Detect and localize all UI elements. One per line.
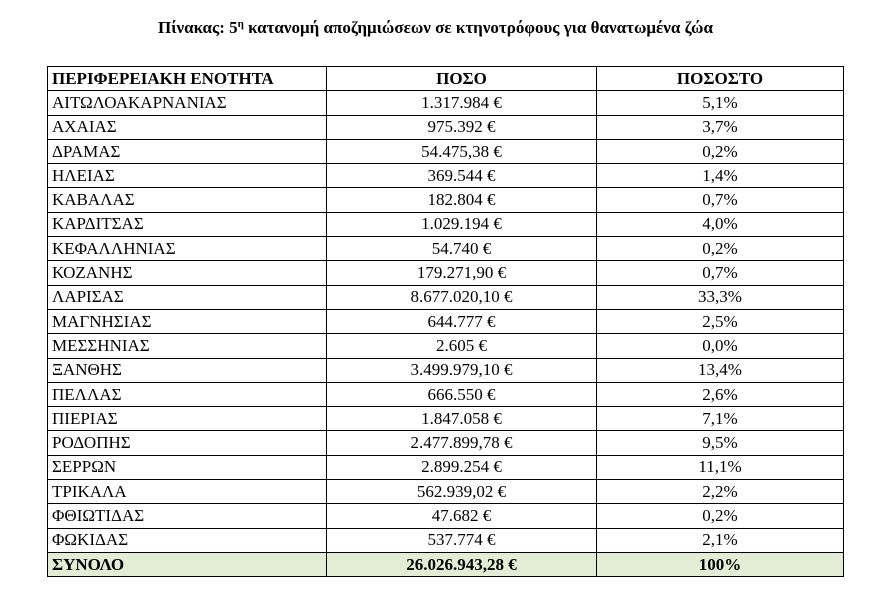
cell-percent: 1,4%	[597, 164, 844, 188]
cell-percent: 7,1%	[597, 407, 844, 431]
cell-region: ΚΑΒΑΛΑΣ	[48, 188, 327, 212]
table-row	[48, 334, 844, 358]
table-row	[48, 455, 844, 479]
cell-region: ΦΩΚΙΔΑΣ	[48, 528, 327, 552]
cell-amount: 666.550 €	[327, 382, 597, 406]
total-amount: 26.026.943,28 €	[327, 552, 597, 576]
cell-amount: 2.899.254 €	[327, 455, 597, 479]
table-row	[48, 480, 844, 504]
cell-region: ΛΑΡΙΣΑΣ	[48, 285, 327, 309]
table-row	[48, 139, 844, 163]
cell-amount: 537.774 €	[327, 528, 597, 552]
cell-percent: 0,7%	[597, 188, 844, 212]
cell-region: ΜΕΣΣΗΝΙΑΣ	[48, 334, 327, 358]
table-row	[48, 115, 844, 139]
table-row	[48, 164, 844, 188]
table-row	[48, 431, 844, 455]
caption-suffix: κατανομή αποζημιώσεων σε κτηνοτρόφους για θανατωμένα ζώα	[243, 18, 713, 37]
cell-region: ΑΧΑΙΑΣ	[48, 115, 327, 139]
cell-region: ΦΘΙΩΤΙΔΑΣ	[48, 504, 327, 528]
table-row	[48, 407, 844, 431]
cell-region: ΚΑΡΔΙΤΣΑΣ	[48, 212, 327, 236]
table-row	[48, 261, 844, 285]
cell-region: ΚΕΦΑΛΛΗΝΙΑΣ	[48, 237, 327, 261]
cell-region: ΤΡΙΚΑΛΑ	[48, 480, 327, 504]
cell-region: ΚΟΖΑΝΗΣ	[48, 261, 327, 285]
table-row	[48, 504, 844, 528]
cell-percent: 9,5%	[597, 431, 844, 455]
cell-region: ΡΟΔΟΠΗΣ	[48, 431, 327, 455]
caption-prefix: Πίνακας: 5	[158, 18, 238, 37]
cell-amount: 54.475,38 €	[327, 139, 597, 163]
compensation-table	[47, 66, 844, 577]
cell-amount: 975.392 €	[327, 115, 597, 139]
cell-amount: 54.740 €	[327, 237, 597, 261]
cell-amount: 2.605 €	[327, 334, 597, 358]
cell-percent: 2,6%	[597, 382, 844, 406]
header-region: ΠΕΡΙΦΕΡΕΙΑΚΗ ΕΝΟΤΗΤΑ	[48, 67, 327, 91]
cell-amount: 1.847.058 €	[327, 407, 597, 431]
cell-region: ΣΕΡΡΩΝ	[48, 455, 327, 479]
cell-region: ΔΡΑΜΑΣ	[48, 139, 327, 163]
table-body	[48, 91, 844, 577]
cell-amount: 47.682 €	[327, 504, 597, 528]
cell-percent: 2,1%	[597, 528, 844, 552]
header-percent: ΠΟΣΟΣΤΟ	[597, 67, 844, 91]
cell-region: ΠΕΛΛΑΣ	[48, 382, 327, 406]
table-row	[48, 91, 844, 115]
cell-percent: 13,4%	[597, 358, 844, 382]
cell-percent: 11,1%	[597, 455, 844, 479]
total-percent: 100%	[597, 552, 844, 576]
cell-region: ΞΑΝΘΗΣ	[48, 358, 327, 382]
cell-percent: 0,2%	[597, 504, 844, 528]
table-row	[48, 212, 844, 236]
table-row	[48, 528, 844, 552]
table-row	[48, 358, 844, 382]
cell-region: ΗΛΕΙΑΣ	[48, 164, 327, 188]
cell-amount: 179.271,90 €	[327, 261, 597, 285]
table-row	[48, 382, 844, 406]
table-caption	[0, 17, 871, 39]
cell-amount: 562.939,02 €	[327, 480, 597, 504]
cell-percent: 0,2%	[597, 237, 844, 261]
cell-percent: 0,0%	[597, 334, 844, 358]
header-row	[48, 67, 844, 91]
cell-percent: 0,2%	[597, 139, 844, 163]
total-row	[48, 552, 844, 576]
cell-amount: 8.677.020,10 €	[327, 285, 597, 309]
cell-percent: 33,3%	[597, 285, 844, 309]
cell-percent: 3,7%	[597, 115, 844, 139]
cell-percent: 2,5%	[597, 309, 844, 333]
total-region: ΣΥΝΟΛΟ	[48, 552, 327, 576]
cell-percent: 0,7%	[597, 261, 844, 285]
cell-amount: 1.029.194 €	[327, 212, 597, 236]
table-row	[48, 309, 844, 333]
table-row	[48, 188, 844, 212]
cell-amount: 2.477.899,78 €	[327, 431, 597, 455]
cell-region: ΠΙΕΡΙΑΣ	[48, 407, 327, 431]
cell-percent: 5,1%	[597, 91, 844, 115]
cell-amount: 3.499.979,10 €	[327, 358, 597, 382]
cell-amount: 369.544 €	[327, 164, 597, 188]
table-row	[48, 285, 844, 309]
cell-amount: 644.777 €	[327, 309, 597, 333]
cell-amount: 1.317.984 €	[327, 91, 597, 115]
cell-region: ΜΑΓΝΗΣΙΑΣ	[48, 309, 327, 333]
table-row	[48, 237, 844, 261]
cell-region: ΑΙΤΩΛΟΑΚΑΡΝΑΝΙΑΣ	[48, 91, 327, 115]
cell-percent: 4,0%	[597, 212, 844, 236]
cell-percent: 2,2%	[597, 480, 844, 504]
caption-superscript: η	[237, 18, 244, 30]
cell-amount: 182.804 €	[327, 188, 597, 212]
header-amount: ΠΟΣΟ	[327, 67, 597, 91]
